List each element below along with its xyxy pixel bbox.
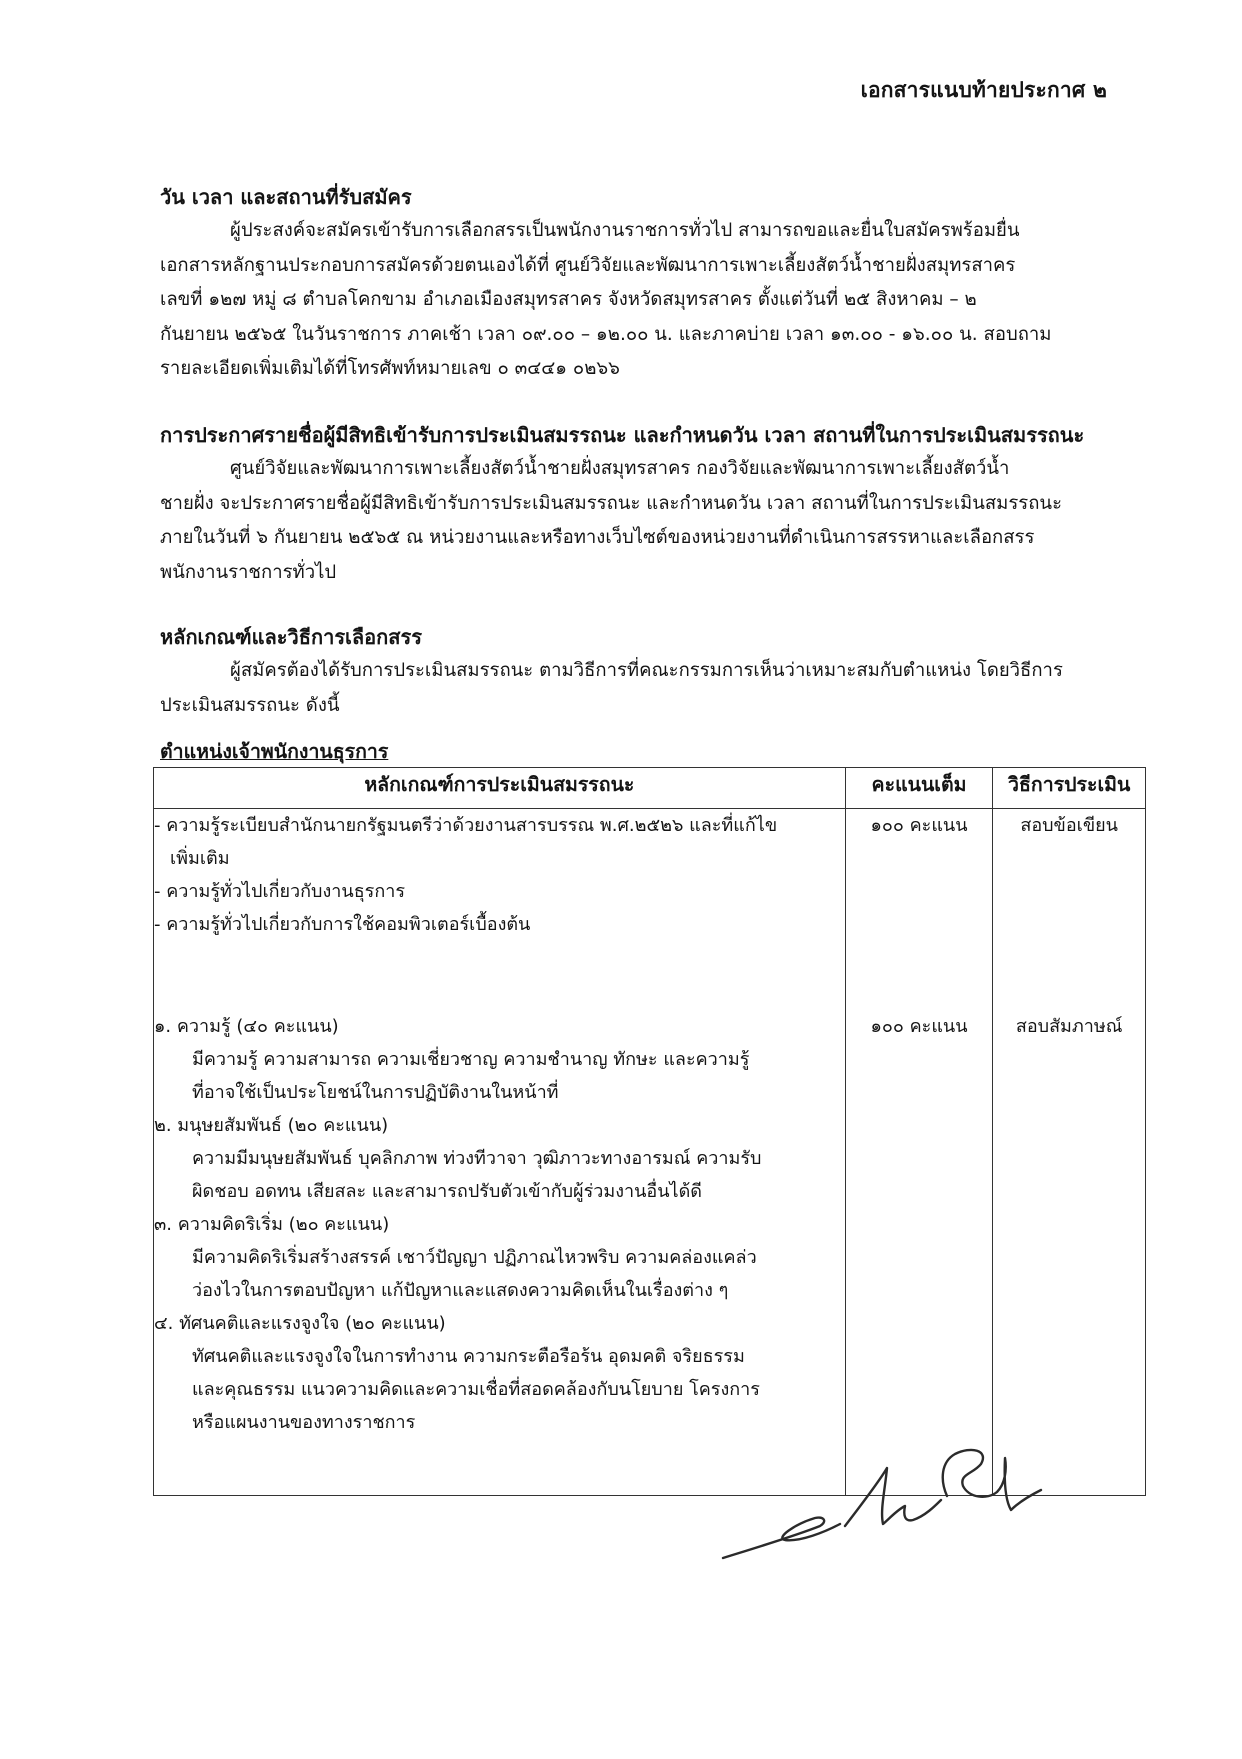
paragraph-line: ผู้ประสงค์จะสมัครเข้ารับการเลือกสรรเป็นพนักงานราชการทั่วไป สามารถขอและยื่นใบสมัครพร้อมยื่น	[230, 220, 1020, 241]
paragraph-line: รายละเอียดเพิ่มเติมได้ที่โทรศัพท์หมายเลข ๐ ๓๔๔๑ ๐๒๖๖	[160, 358, 620, 379]
header-criteria: หลักเกณฑ์การประเมินสมรรถนะ	[154, 768, 846, 809]
criteria-heading: ๒. มนุษยสัมพันธ์ (๒๐ คะแนน)	[154, 1115, 389, 1136]
criteria-heading: ๔. ทัศนคติและแรงจูงใจ (๒๐ คะแนน)	[154, 1313, 446, 1334]
position-title: ตำแหน่งเจ้าพนักงานธุรการ	[160, 740, 389, 763]
document-header-label: เอกสารแนบท้ายประกาศ ๒	[860, 78, 1107, 102]
criteria-heading: ๓. ความคิดริเริ่ม (๒๐ คะแนน)	[154, 1214, 390, 1235]
section-title: วัน เวลา และสถานที่รับสมัคร	[160, 185, 412, 209]
score-cell: ๑๐๐ คะแนน	[845, 809, 993, 993]
criteria-line: ผิดชอบ อดทน เสียสละ และสามารถปรับตัวเข้ากับผู้ร่วมงานอื่นได้ดี	[192, 1181, 702, 1202]
criteria-cell	[154, 809, 846, 993]
section-announcement	[160, 418, 1120, 590]
score-cell: ๑๐๐ คะแนน	[845, 992, 993, 1496]
criteria-line: เพิ่มเติม	[170, 848, 230, 869]
table-row	[154, 809, 1146, 993]
section-paragraph	[160, 452, 1120, 590]
criteria-line: หรือแผนงานของทางราชการ	[192, 1412, 416, 1433]
criteria-cell	[154, 992, 846, 1496]
criteria-line: - ความรู้ทั่วไปเกี่ยวกับงานธุรการ	[154, 881, 406, 902]
section-paragraph	[160, 214, 1120, 387]
paragraph-line: กันยายน ๒๕๖๕ ในวันราชการ ภาคเช้า เวลา ๐๙.๐๐ – ๑๒.๐๐ น. และภาคบ่าย เวลา ๑๓.๐๐ - ๑๖.๐๐ น. สอบถาม	[160, 323, 1052, 345]
paragraph-line: ประเมินสมรรถนะ ดังนี้	[160, 694, 340, 716]
criteria-line: ที่อาจใช้เป็นประโยชน์ในการปฏิบัติงานในหน้าที่	[192, 1082, 559, 1103]
criteria-line: มีความคิดริเริ่มสร้างสรรค์ เชาว์ปัญญา ปฏิภาณไหวพริบ ความคล่องแคล่ว	[192, 1247, 757, 1268]
criteria-heading: ๑. ความรู้ (๔๐ คะแนน)	[154, 1016, 339, 1037]
paragraph-line: เอกสารหลักฐานประกอบการสมัครด้วยตนเองได้ที่ ศูนย์วิจัยและพัฒนาการเพาะเลี้ยงสัตว์น้ำชายฝั่งสมุทรสาคร	[160, 254, 1016, 276]
criteria-line: - ความรู้ระเบียบสำนักนายกรัฐมนตรีว่าด้วยงานสารบรรณ พ.ศ.๒๕๒๖ และที่แก้ไข	[154, 815, 778, 836]
handwritten-signature	[715, 1440, 1055, 1560]
paragraph-line: พนักงานราชการทั่วไป	[160, 561, 337, 583]
paragraph-line: ผู้สมัครต้องได้รับการประเมินสมรรถนะ ตามวิธีการที่คณะกรรมการเห็นว่าเหมาะสมกับตำแหน่ง โดยวิธีการ	[230, 660, 1063, 681]
paragraph-line: ชายฝั่ง จะประกาศรายชื่อผู้มีสิทธิเข้ารับการประเมินสมรรถนะ และกำหนดวัน เวลา สถานที่ในการประเมินสมรรถนะ	[160, 492, 1063, 514]
section-selection-criteria	[160, 620, 1120, 723]
criteria-line: ว่องไวในการตอบปัญหา แก้ปัญหาและแสดงความคิดเห็นในเรื่องต่าง ๆ	[192, 1280, 729, 1301]
section-title: หลักเกณฑ์และวิธีการเลือกสรร	[160, 625, 422, 649]
criteria-line: ทัศนคติและแรงจูงใจในการทำงาน ความกระตือรือร้น อุดมคติ จริยธรรม	[192, 1346, 745, 1367]
header-method: วิธีการประเมิน	[993, 768, 1146, 809]
criteria-line: มีความรู้ ความสามารถ ความเชี่ยวชาญ ความชำนาญ ทักษะ และความรู้	[192, 1049, 750, 1070]
method-cell: สอบข้อเขียน	[993, 809, 1146, 993]
table-row	[154, 992, 1146, 1496]
header-score: คะแนนเต็ม	[845, 768, 993, 809]
section-title: การประกาศรายชื่อผู้มีสิทธิเข้ารับการประเมินสมรรถนะ และกำหนดวัน เวลา สถานที่ในการประเมินสมรรถนะ	[160, 423, 1085, 447]
paragraph-line: ภายในวันที่ ๖ กันยายน ๒๕๖๕ ณ หน่วยงานและหรือทางเว็บไซต์ของหน่วยงานที่ดำเนินการสรรหาและเลือกสรร	[160, 527, 1035, 548]
method-cell: สอบสัมภาษณ์	[993, 992, 1146, 1496]
paragraph-line: เลขที่ ๑๒๗ หมู่ ๘ ตำบลโคกขาม อำเภอเมืองสมุทรสาคร จังหวัดสมุทรสาคร ตั้งแต่วันที่ ๒๕ สิงหาคม – ๒	[160, 289, 977, 310]
criteria-line: และคุณธรรม แนวความคิดและความเชื่อที่สอดคล้องกับนโยบาย โครงการ	[192, 1379, 760, 1400]
section-paragraph	[160, 654, 1120, 723]
criteria-table	[153, 767, 1146, 1496]
criteria-line: ความมีมนุษยสัมพันธ์ บุคลิกภาพ ท่วงทีวาจา วุฒิภาวะทางอารมณ์ ความรับ	[192, 1148, 762, 1169]
section-application-schedule	[160, 180, 1120, 387]
criteria-line: - ความรู้ทั่วไปเกี่ยวกับการใช้คอมพิวเตอร์เบื้องต้น	[154, 914, 531, 935]
paragraph-line: ศูนย์วิจัยและพัฒนาการเพาะเลี้ยงสัตว์น้ำชายฝั่งสมุทรสาคร กองวิจัยและพัฒนาการเพาะเลี้ยงสัตว์น้ำ	[230, 458, 1010, 479]
table-header-row	[154, 768, 1146, 809]
